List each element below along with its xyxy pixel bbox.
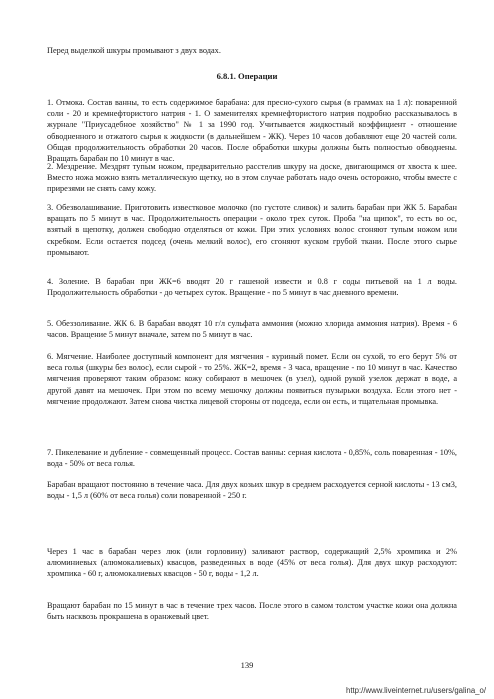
intro-text: Перед выделкой шкуры промывают з двух водах.: [47, 46, 221, 55]
paragraph-soaking: 1. Отмока. Состав ванны, то есть содержимое барабана: для пресно-сухого сырья (в граммах на 1 л): поваренной соли - 20 и кремнефтористого натрия - 1. О заменителях кремнефтористого натрия подробно рассказывалось в журнале "Приусадебное хозяйство" № 1 за 1990 год. Учитывается жидкостный коэффициент - отношение обводненного и отжатого сырья к жидкости (в дальнейшем - ЖК). Через 10 часов добавляют еще 20 частей соли. Общая продолжительность обработки 20 часов. После обработки шкуры должны быть полностью обводнены. Вращать барабан по 10 минут в час.: [47, 98, 457, 164]
paragraph-chrome-solution: Через 1 час в барабан через люк (или горловину) заливают раствор, содержащий 2,5% хромпика и 2% алюминиевых (алюмокалиевых) квасцов, разведенных в воде (45% от веса голья). Для двух шкур расходуют: хромпика - 60 г, алюмокалиевых квасцов - 50 г, воды - 1,2 л.: [47, 547, 457, 579]
paragraph-liming: 4. Золение. В барабан при ЖК=6 вводят 20 г гашеной извести и 0.8 г соды питьевой на 1 л воды. Продолжительность обработки - до четырех суток. Вращение - по 5 минут в час дневного времени.: [47, 277, 457, 298]
paragraph-final-rotation: Вращают барабан по 15 минут в час в течение трех часов. После этого в самом толстом участке кожи она должна быть насквозь прокрашена в оранжевый цвет.: [47, 601, 457, 622]
paragraph-pickling: 7. Пикелевание и дубление - совмещенный процесс. Состав ванны: серная кислота - 0,85%, соль поваренная - 10%, вода - 50% от веса голья.: [47, 448, 457, 469]
paragraph-bating: 6. Мягчение. Наиболее доступный компонент для мягчения - куриный помет. Если он сухой, то его берут 5% от веса голья (шкуры без волос), если сырой - то 25%. ЖК=2, время - 3 часа, вращение - по 10 минут в час. Качество мягчения проверяют таким образом: кожу собирают в мешочек (в узел), одной рукой узелок держат в воде, а другой давят на мешочек. При этом по всему мешочку должны появиться пузырьки воздуха. Если этого нет - мягчение продолжают. Затем снова чистка лицевой стороны от подседа, если он есть, и тщательная промывка.: [47, 352, 457, 406]
paragraph-dehairing: 3. Обезволашивание. Приготовить известковое молочко (по густоте сливок) и залить барабан при ЖК 5. Барабан вращать по 5 минут в час. Продолжительность операции - около трех суток. Проба "на щипок", то есть во ос, взятый в щепотку, должен свободно отделяться от кожи. При этих условиях волос сгоняют тупым ножом или скребком. Если остается подсед (очень мелкий волос), его сгоняют куском грубой ткани. После этого сырье промывают.: [47, 203, 457, 257]
paragraph-fleshing: 2. Мездрение. Мездрят тупым ножом, предварительно расстелив шкуру на доске, двигающимся от хвоста к шее. Вместо ножа можно взять металлическую щетку, но в этом случае работать надо очень осторожно, чтобы вместе с прирезями не снять саму кожу.: [47, 162, 457, 194]
section-heading: 6.8.1. Операции: [216, 71, 278, 81]
page-number: 139: [240, 660, 254, 670]
footer-url: http://www.liveinternet.ru/users/galina_o/: [346, 686, 486, 695]
paragraph-deliming: 5. Обеззоливание. ЖК 6. В барабан вводят 10 г/л сульфата аммония (можно хлорида аммония натрия). Время - 6 часов. Вращение 5 минут вначале, затем по 5 минут в час.: [47, 319, 457, 340]
paragraph-drum-rotation: Барабан вращают постоянно в течение часа. Для двух козьих шкур в среднем расходуется серной кислоты - 13 см3, воды - 1,5 л (60% от веса голья) соли поваренной - 250 г.: [47, 480, 457, 501]
